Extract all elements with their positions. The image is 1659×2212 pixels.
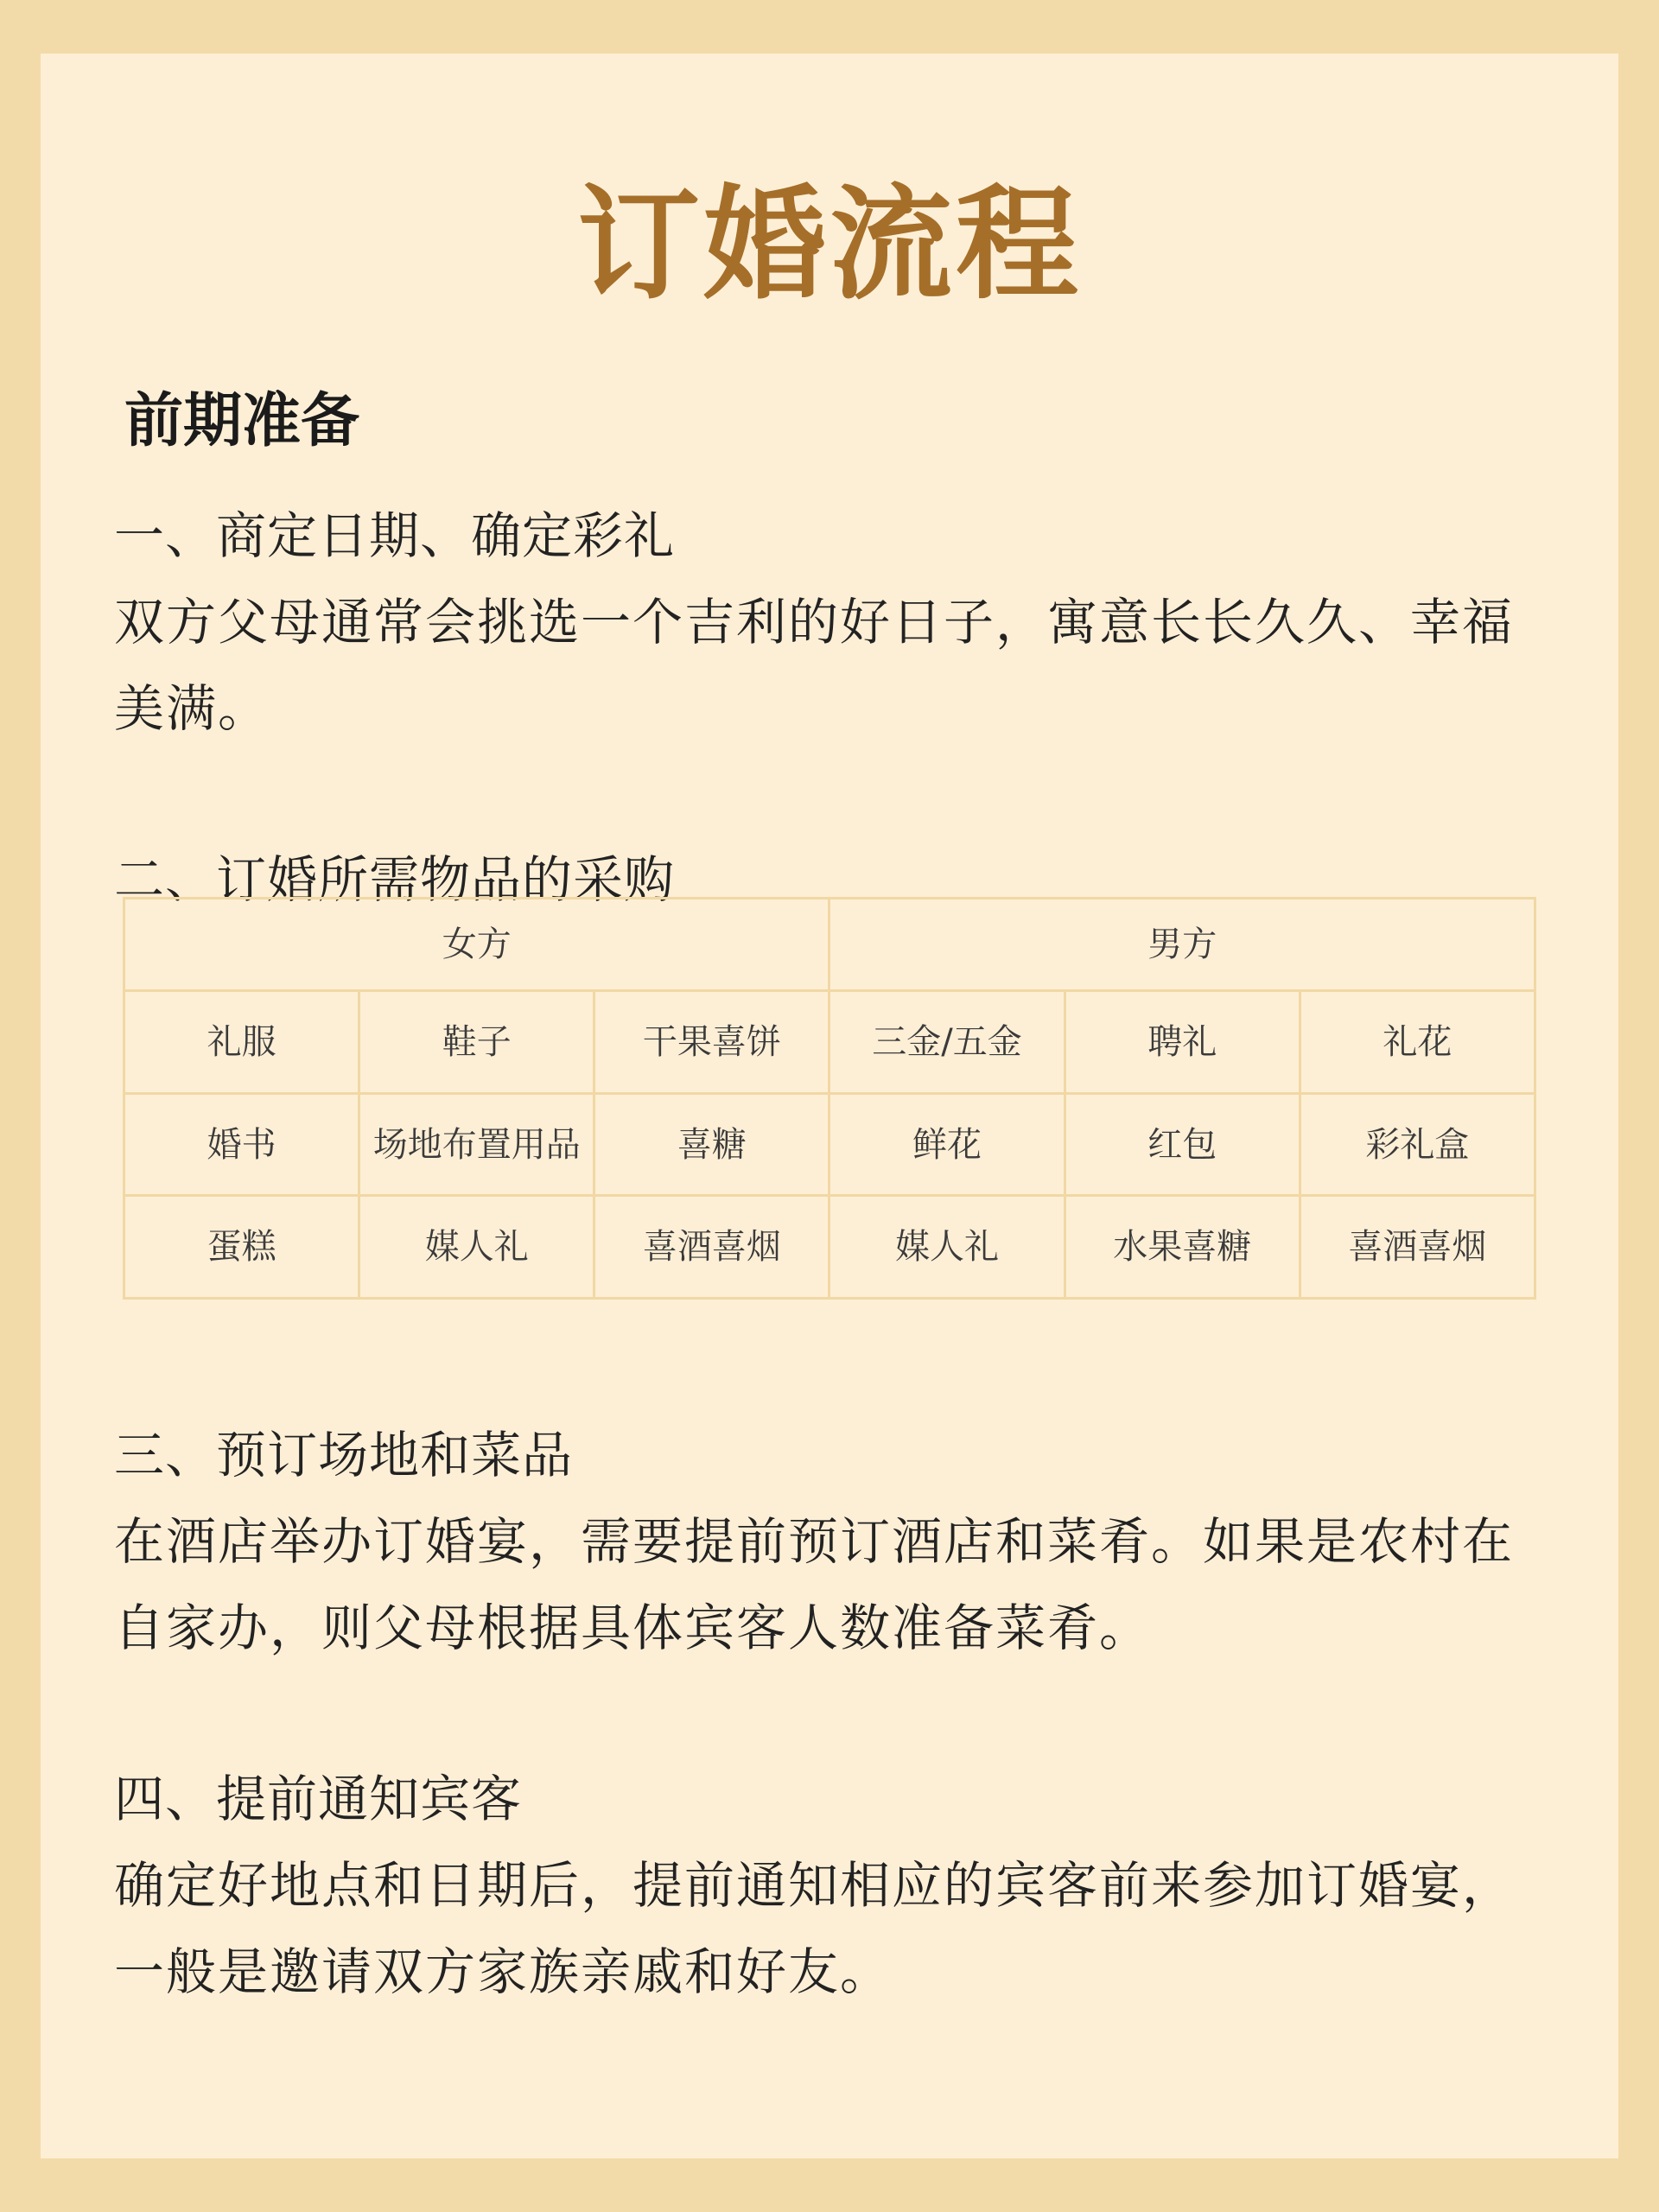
table-cell: 三金/五金 bbox=[830, 991, 1065, 1094]
section-title: 前期准备 bbox=[124, 387, 360, 455]
step-1-heading: 一、商定日期、确定彩礼 bbox=[114, 506, 676, 565]
table-header-bride: 女方 bbox=[124, 899, 830, 991]
table-cell: 鞋子 bbox=[359, 991, 594, 1094]
content-card bbox=[41, 54, 1618, 2158]
table-cell: 鲜花 bbox=[830, 1093, 1065, 1196]
table-cell: 媒人礼 bbox=[830, 1196, 1065, 1299]
table-row bbox=[124, 991, 1535, 1094]
table-cell: 媒人礼 bbox=[359, 1196, 594, 1299]
step-4-text: 确定好地点和日期后，提前通知相应的宾客前来参加订婚宴，一般是邀请双方家族亲戚和好友。 bbox=[114, 1856, 1515, 2001]
step-4-heading: 四、提前通知宾客 bbox=[114, 1770, 523, 1828]
table-row bbox=[124, 1196, 1535, 1299]
table-header-row bbox=[124, 899, 1535, 991]
table-cell: 聘礼 bbox=[1065, 991, 1300, 1094]
table-cell: 礼花 bbox=[1300, 991, 1535, 1094]
table-cell: 喜酒喜烟 bbox=[1300, 1196, 1535, 1299]
table-cell: 彩礼盒 bbox=[1300, 1093, 1535, 1196]
table-cell: 红包 bbox=[1065, 1093, 1300, 1196]
step-3-text: 在酒店举办订婚宴，需要提前预订酒店和菜肴。如果是农村在自家办，则父母根据具体宾客人数准备菜肴。 bbox=[114, 1512, 1515, 1657]
page-title: 订婚流程 bbox=[577, 173, 1082, 316]
table-cell: 礼服 bbox=[124, 991, 359, 1094]
table-cell: 水果喜糖 bbox=[1065, 1196, 1300, 1299]
table-header-groom: 男方 bbox=[830, 899, 1535, 991]
purchase-items-table bbox=[123, 897, 1536, 1300]
table-cell: 喜酒喜烟 bbox=[594, 1196, 830, 1299]
table-cell: 婚书 bbox=[124, 1093, 359, 1196]
table-cell: 蛋糕 bbox=[124, 1196, 359, 1299]
step-3-heading: 三、预订场地和菜品 bbox=[114, 1426, 574, 1484]
table-row bbox=[124, 1093, 1535, 1196]
table-cell: 场地布置用品 bbox=[359, 1093, 594, 1196]
table-cell: 喜糖 bbox=[594, 1093, 830, 1196]
table-cell: 干果喜饼 bbox=[594, 991, 830, 1094]
step-1-text: 双方父母通常会挑选一个吉利的好日子，寓意长长久久、幸福美满。 bbox=[114, 593, 1515, 738]
step-2-heading: 二、订婚所需物品的采购 bbox=[114, 850, 676, 909]
